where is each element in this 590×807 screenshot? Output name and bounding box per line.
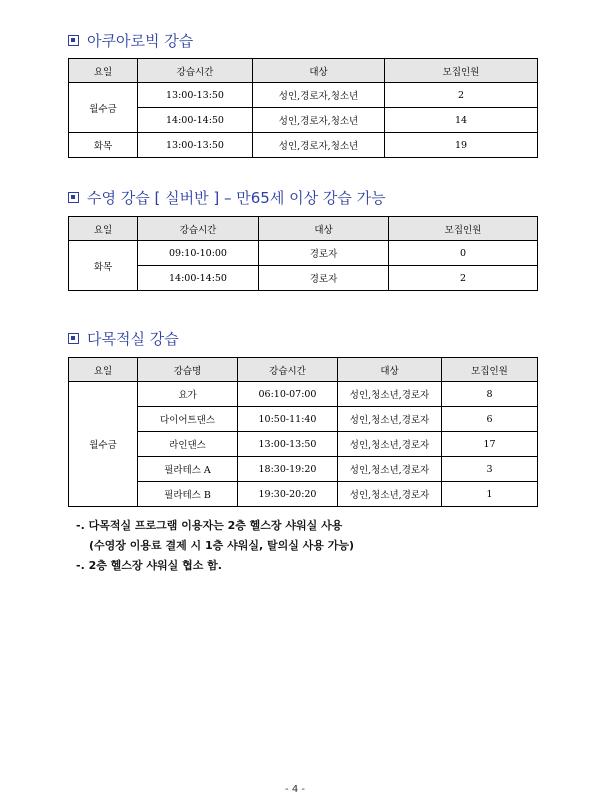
note-line: -. 다목적실 프로그램 이용자는 2층 헬스장 샤워실 사용 <box>76 519 343 532</box>
time-cell: 18:30-19:20 <box>238 457 338 482</box>
table-row <box>69 407 538 432</box>
target-cell: 성인,경로자,청소년 <box>253 133 385 158</box>
day-cell: 월수금 <box>69 382 138 507</box>
table-header-row <box>69 358 538 382</box>
time-cell: 13:00-13:50 <box>138 133 253 158</box>
header-time: 강습시간 <box>238 358 338 382</box>
time-cell: 09:10-10:00 <box>138 241 259 266</box>
day-cell: 화목 <box>69 241 138 291</box>
day-cell: 월수금 <box>69 83 138 133</box>
time-cell: 10:50-11:40 <box>238 407 338 432</box>
table-row <box>69 83 538 108</box>
target-cell: 성인,청소년,경로자 <box>338 382 442 407</box>
day-cell: 화목 <box>69 133 138 158</box>
page-number: - 4 - <box>285 784 305 795</box>
target-cell: 경로자 <box>259 266 389 291</box>
target-cell: 성인,청소년,경로자 <box>338 432 442 457</box>
header-count: 모집인원 <box>389 217 538 241</box>
square-bullet-icon <box>68 192 79 203</box>
header-day: 요일 <box>69 59 138 83</box>
table-row <box>69 241 538 266</box>
table-row <box>69 133 538 158</box>
notes <box>76 516 354 576</box>
count-cell: 17 <box>442 432 538 457</box>
header-day: 요일 <box>69 217 138 241</box>
time-cell: 14:00-14:50 <box>138 266 259 291</box>
name-cell: 라인댄스 <box>138 432 238 457</box>
header-day: 요일 <box>69 358 138 382</box>
count-cell: 6 <box>442 407 538 432</box>
target-cell: 성인,청소년,경로자 <box>338 407 442 432</box>
header-target: 대상 <box>253 59 385 83</box>
name-cell: 필라테스 A <box>138 457 238 482</box>
target-cell: 성인,경로자,청소년 <box>253 108 385 133</box>
count-cell: 0 <box>389 241 538 266</box>
count-cell: 14 <box>385 108 538 133</box>
table-row <box>69 432 538 457</box>
section-title-silver-swim <box>68 187 386 208</box>
table-row <box>69 266 538 291</box>
count-cell: 8 <box>442 382 538 407</box>
count-cell: 1 <box>442 482 538 507</box>
target-cell: 성인,청소년,경로자 <box>338 482 442 507</box>
header-count: 모집인원 <box>385 59 538 83</box>
time-cell: 06:10-07:00 <box>238 382 338 407</box>
table-row <box>69 108 538 133</box>
multipurpose-table <box>68 357 538 507</box>
time-cell: 13:00-13:50 <box>138 83 253 108</box>
count-cell: 2 <box>389 266 538 291</box>
section-title-text: 아쿠아로빅 강습 <box>87 32 194 50</box>
target-cell: 성인,청소년,경로자 <box>338 457 442 482</box>
header-target: 대상 <box>259 217 389 241</box>
name-cell: 다이어트댄스 <box>138 407 238 432</box>
name-cell: 필라테스 B <box>138 482 238 507</box>
name-cell: 요가 <box>138 382 238 407</box>
silver-swim-table <box>68 216 538 291</box>
section-title-text: 수영 강습 [ 실버반 ] – 만65세 이상 강습 가능 <box>87 189 386 207</box>
header-target: 대상 <box>338 358 442 382</box>
header-count: 모집인원 <box>442 358 538 382</box>
note-line: -. 2층 헬스장 샤워실 협소 함. <box>76 559 222 572</box>
table-header-row <box>69 59 538 83</box>
header-time: 강습시간 <box>138 217 259 241</box>
header-name: 강습명 <box>138 358 238 382</box>
table-row <box>69 457 538 482</box>
time-cell: 13:00-13:50 <box>238 432 338 457</box>
table-row <box>69 382 538 407</box>
count-cell: 19 <box>385 133 538 158</box>
section-title-text: 다목적실 강습 <box>87 330 179 348</box>
square-bullet-icon <box>68 333 79 344</box>
section-title-aquarobics <box>68 30 193 51</box>
time-cell: 14:00-14:50 <box>138 108 253 133</box>
target-cell: 성인,경로자,청소년 <box>253 83 385 108</box>
count-cell: 3 <box>442 457 538 482</box>
section-title-multipurpose <box>68 328 179 349</box>
time-cell: 19:30-20:20 <box>238 482 338 507</box>
target-cell: 경로자 <box>259 241 389 266</box>
aquarobics-table <box>68 58 538 158</box>
table-header-row <box>69 217 538 241</box>
header-time: 강습시간 <box>138 59 253 83</box>
table-row <box>69 482 538 507</box>
count-cell: 2 <box>385 83 538 108</box>
square-bullet-icon <box>68 35 79 46</box>
note-line: (수영장 이용료 결제 시 1층 샤워실, 탈의실 사용 가능) <box>89 539 355 552</box>
